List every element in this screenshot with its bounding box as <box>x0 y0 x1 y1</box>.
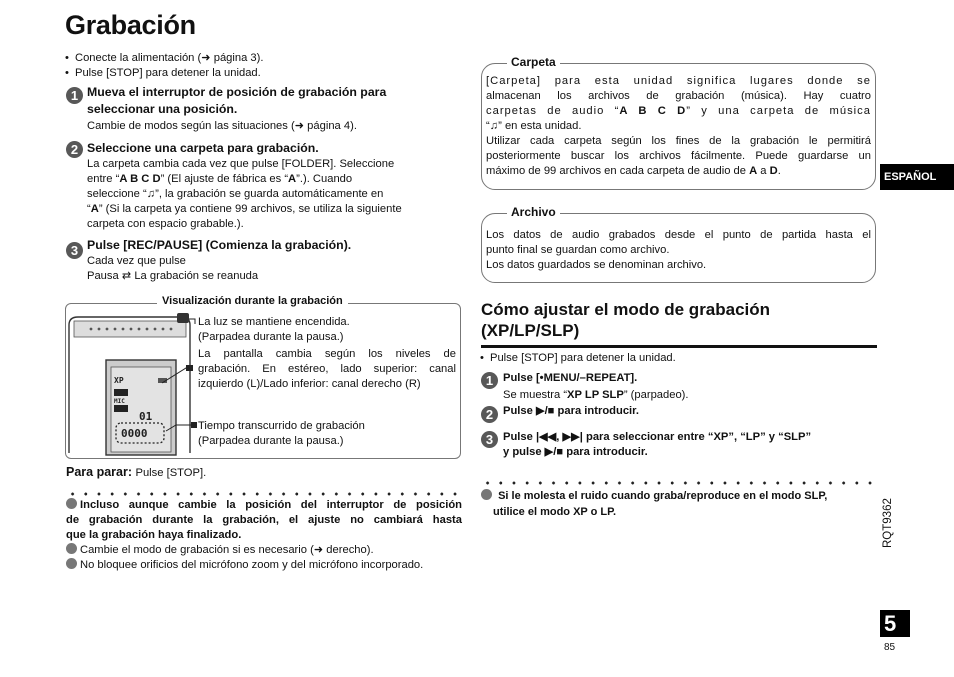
carpeta-label: Carpeta <box>507 55 560 69</box>
led-light <box>177 313 189 323</box>
language-tab: ESPAÑOL <box>880 164 954 190</box>
display-note-time: Tiempo transcurrido de grabación (Parpadea durante la pausa.) <box>198 420 365 447</box>
display-figure-title: Visualización durante la grabación <box>157 295 348 307</box>
folder-a-glyph: A <box>288 173 297 185</box>
step-3-badge: 3 <box>66 242 83 259</box>
intro-bullet: • Conecte la alimentación (➜ página 3). <box>75 51 263 66</box>
mode-glyphs: XP LP SLP <box>567 389 624 401</box>
right-step-3-badge: 3 <box>481 431 498 448</box>
step-1-badge: 1 <box>66 87 83 104</box>
play-stop-icon: ▶/■ <box>535 405 555 417</box>
note-left-3: No bloquee orificios del micrófono zoom y del micrófono incorporado. <box>66 558 423 573</box>
intro-bullet: • Pulse [STOP] para detener la unidad. <box>75 66 261 81</box>
section-rule <box>481 345 877 348</box>
folder-glyphs: A B C D <box>119 173 161 185</box>
music-folder-icon: ♫ <box>146 188 156 200</box>
page-title: Grabación <box>65 10 196 40</box>
divider-dots <box>66 492 462 496</box>
doc-code: RQT9362 <box>882 498 894 548</box>
note-left-1: Incluso aunque cambie la posición del interruptor de posición de grabación durante la grabación, el ajuste no cambiará hasta que la grabación haya finalizado. <box>66 499 462 541</box>
right-step-2-title: Pulse ▶/■ para introducir. <box>503 405 639 417</box>
right-step-1-badge: 1 <box>481 372 498 389</box>
page-number: 85 <box>884 642 896 653</box>
skip-icons: |◀◀, ▶▶| <box>535 431 583 443</box>
right-note: Si le molesta el ruido cuando graba/reproduce en el modo SLP, utilice el modo XP o LP. <box>481 488 827 520</box>
right-step-2-badge: 2 <box>481 406 498 423</box>
step-1-title-line2: seleccionar una posición. <box>87 102 238 116</box>
carpeta-text: [Carpeta] para esta unidad significa lugares donde se almacenan los archivos de grabación (música). Hay cuatro carpetas de audio “A B C D” y una carpeta de música “♫” en esta unidad. Utilizar cada carpeta según los fines de la grabación le permitirá posteriormente buscar los archivos fácilmente. Puede guardarse un máximo de 99 archivos en cada carpeta de audio de A a D. <box>486 75 871 177</box>
note-left-2: Cambie el modo de grabación si es necesario (➜ derecho). <box>66 543 374 558</box>
step-3-desc: Cada vez que pulse Pausa ⇄ La grabación se reanuda <box>87 255 259 282</box>
display-note-levels: La pantalla cambia según los niveles de grabación. En estéreo, lado superior: canal izquierdo (L)/Lado inferior: canal derecho (R) <box>198 348 456 390</box>
step-3-title: Pulse [REC/PAUSE] (Comienza la grabación). <box>87 238 352 252</box>
folder-glyphs: A B C D <box>619 105 687 117</box>
lcd-counter: 0000 <box>121 427 148 440</box>
music-folder-icon: ♫ <box>489 120 499 132</box>
divider-dots <box>481 481 877 485</box>
lcd-mic: MIC <box>114 398 125 405</box>
display-note-led: La luz se mantiene encendida. (Parpadea durante la pausa.) <box>198 316 350 343</box>
archivo-label: Archivo <box>507 205 560 219</box>
right-intro-bullet: • Pulse [STOP] para detener la unidad. <box>490 351 676 366</box>
step-1-title: Mueva el interruptor de posición de grabación para <box>87 85 387 99</box>
section-title: Cómo ajustar el modo de grabación (XP/LP/SLP) <box>481 300 771 340</box>
lcd-mode: XP <box>114 376 124 385</box>
stop-instruction: Para parar: Pulse [STOP]. <box>66 465 207 479</box>
step-2-desc: La carpeta cambia cada vez que pulse [FOLDER]. Seleccione entre “A B C D” (El ajuste de fábrica es “A”.). Cuando seleccione “♫”, la grabación se guarda automáticamente en “A” (Si la carpeta ya contiene 99 archivos, se utiliza la siguiente carpeta con espacio grabable.). <box>87 158 402 230</box>
right-step-1-title: Pulse [•MENU/–REPEAT]. <box>503 372 638 384</box>
step-2-title: Seleccione una carpeta para grabación. <box>87 141 319 155</box>
toggle-arrows-icon: ⇄ <box>121 270 132 282</box>
right-step-1-desc: Se muestra “XP LP SLP” (parpadeo). <box>503 389 689 401</box>
lcd-level: 01 <box>139 410 153 423</box>
archivo-text: Los datos de audio grabados desde el punto de partida hasta el punto final se guardan como archivo. Los datos guardados se denominan archivo. <box>486 229 871 271</box>
step-2-badge: 2 <box>66 141 83 158</box>
page-number-badge: 5 <box>880 610 910 637</box>
right-step-3-title: Pulse |◀◀, ▶▶| para seleccionar entre “XP”, “LP” y “SLP” y pulse ▶/■ para introducir. <box>503 431 812 458</box>
folder-a-glyph: A <box>90 203 99 215</box>
step-1-desc: Cambie de modos según las situaciones (➜ página 4). <box>87 120 357 132</box>
